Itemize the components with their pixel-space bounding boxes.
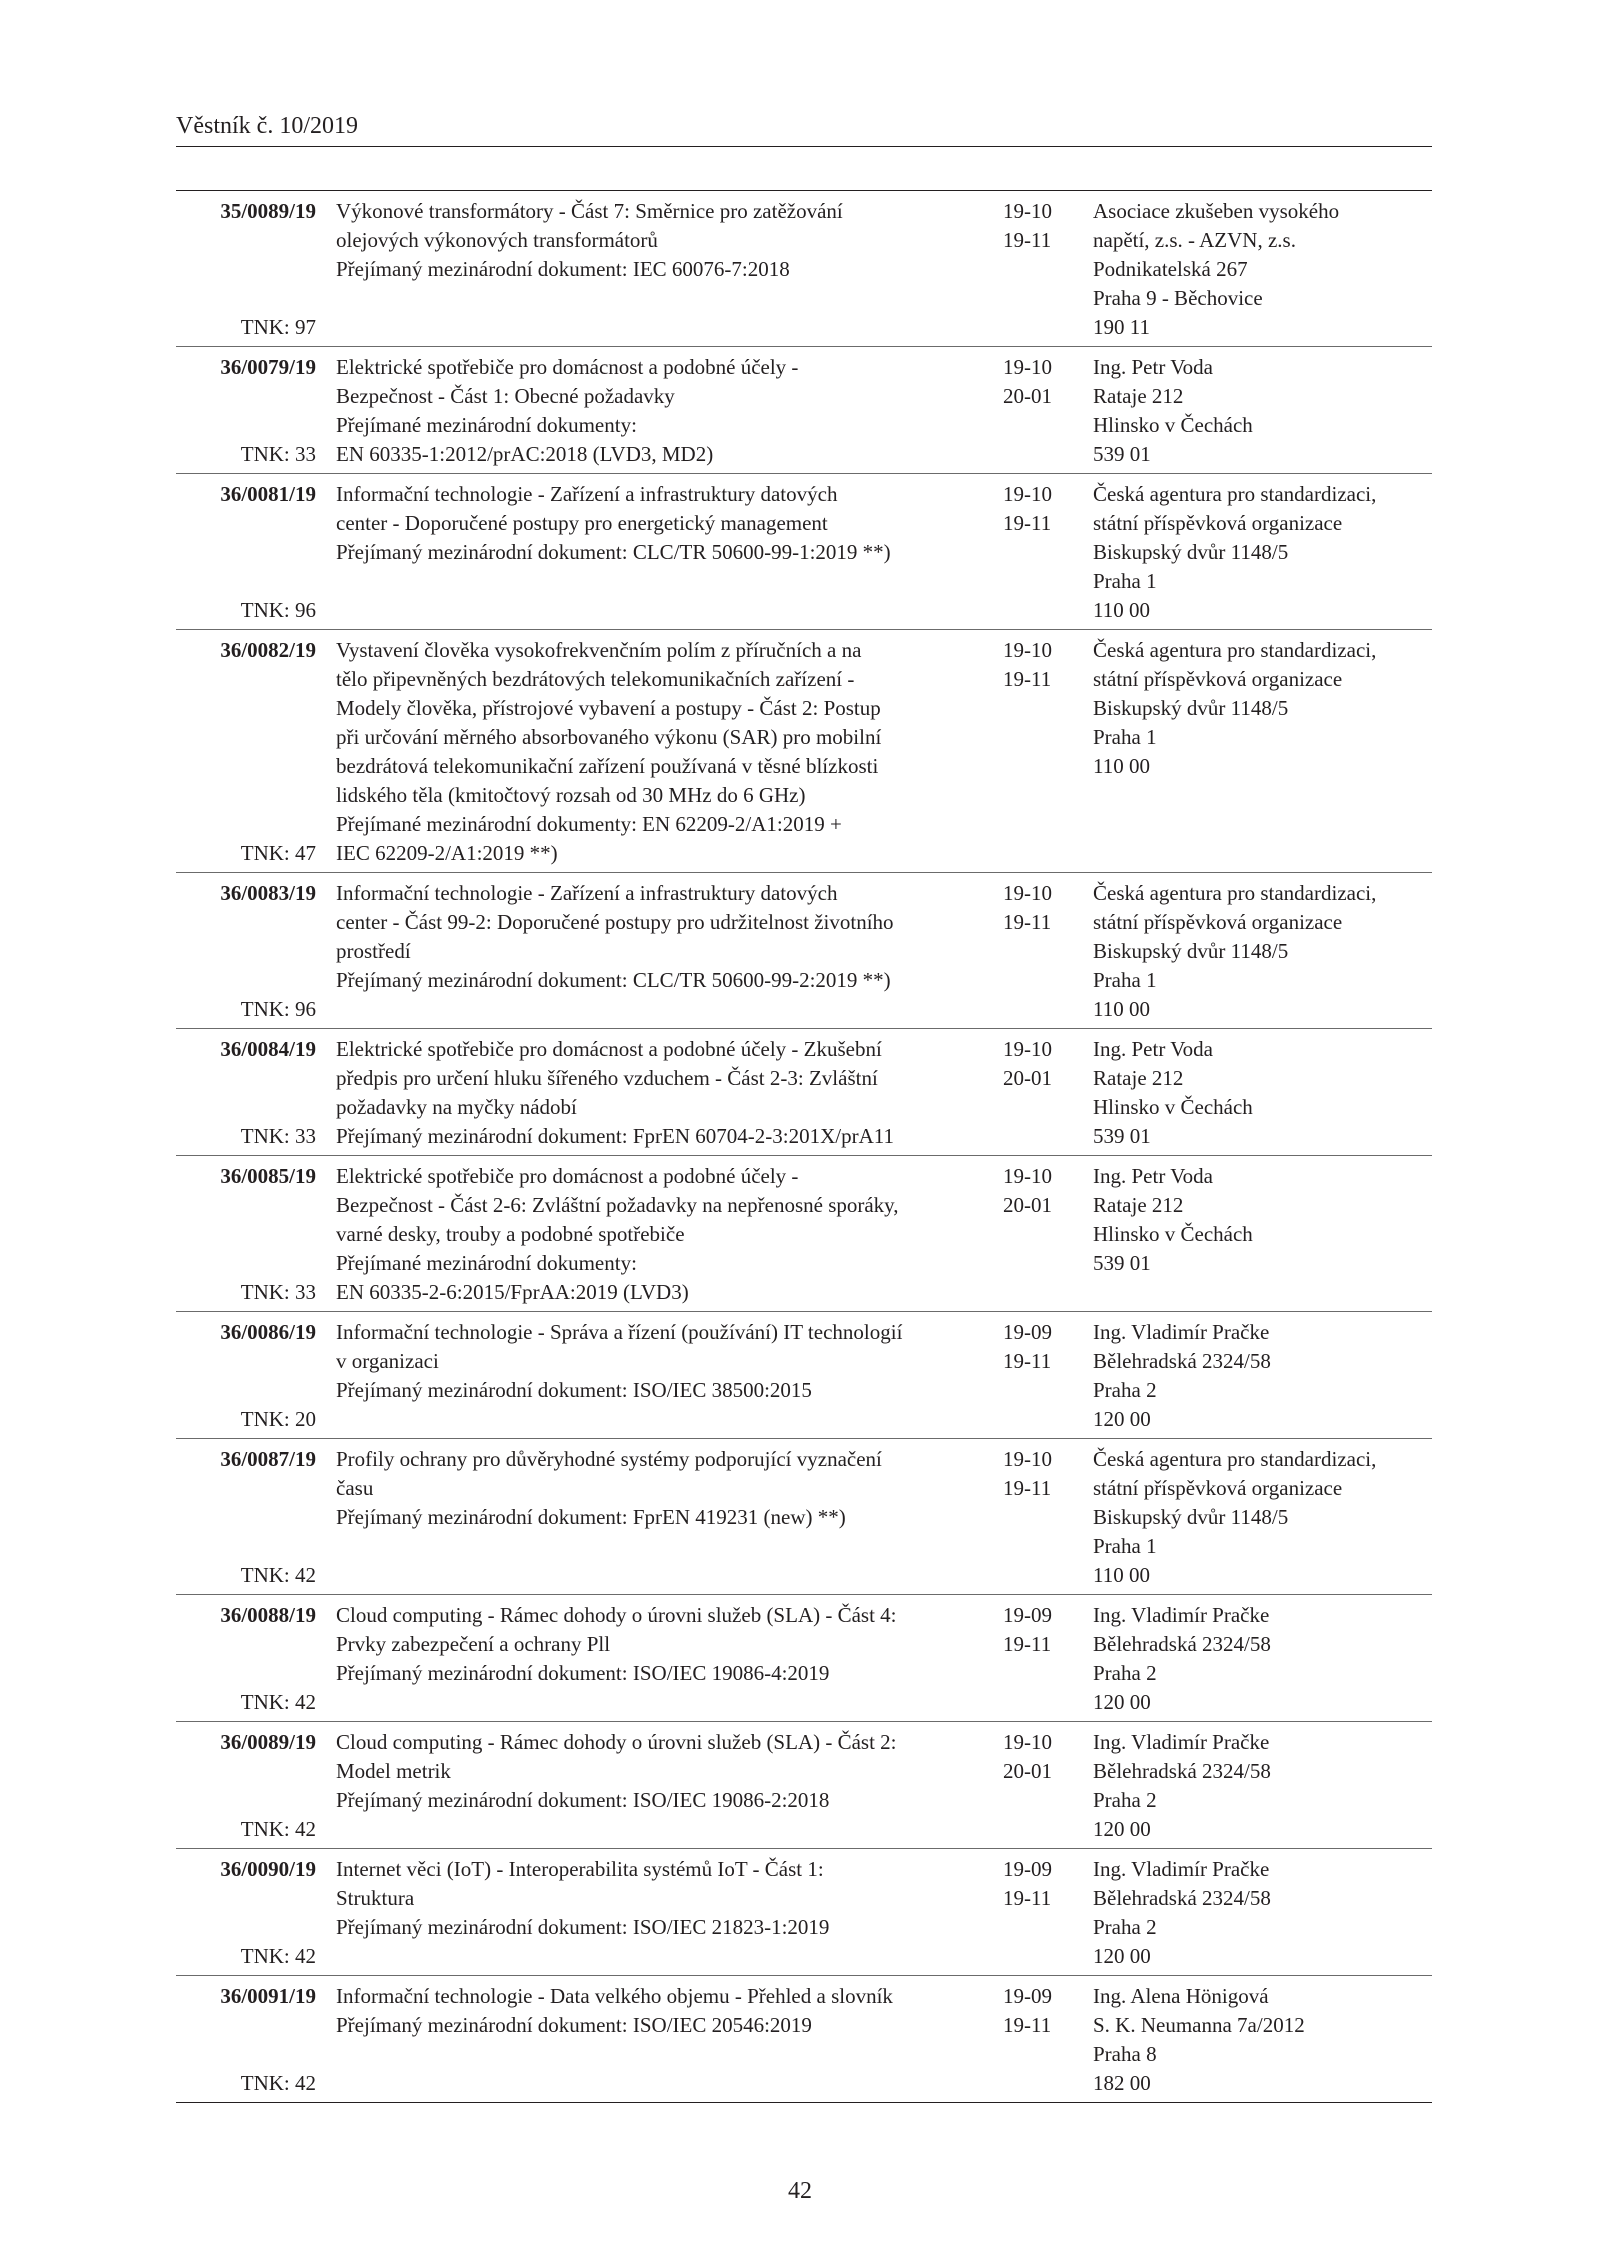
entry-date: 19-10 xyxy=(1003,482,1052,506)
entry-title-cell xyxy=(316,873,1003,1029)
entry-date: 19-11 xyxy=(1003,910,1052,934)
table-row xyxy=(176,1156,1432,1312)
entry-address-cell xyxy=(1093,191,1432,347)
entry-title-line: při určování měrného absorbovaného výkonu (SAR) pro mobilní xyxy=(336,725,882,749)
entry-date: 19-10 xyxy=(1003,1730,1052,1754)
entry-address-line: napětí, z.s. - AZVN, z.s. xyxy=(1093,228,1296,252)
entry-date: 20-01 xyxy=(1003,1193,1052,1217)
table-row xyxy=(176,1722,1432,1849)
entry-date: 19-10 xyxy=(1003,881,1052,905)
entry-tnk: TNK: 42 xyxy=(240,2071,316,2095)
entry-address-line: Ing. Vladimír Pračke xyxy=(1093,1320,1270,1344)
entry-address-line: Ing. Alena Hönigová xyxy=(1093,1984,1269,2008)
entry-date: 19-10 xyxy=(1003,1447,1052,1471)
entry-tnk: TNK: 42 xyxy=(240,1690,316,1714)
entry-title-line: Přejímané mezinárodní dokumenty: xyxy=(336,413,637,437)
entry-address-cell xyxy=(1093,1976,1432,2103)
entry-address-cell xyxy=(1093,1595,1432,1722)
entry-address-line: Ing. Petr Voda xyxy=(1093,1164,1213,1188)
entry-title-line: Přejímané mezinárodní dokumenty: xyxy=(336,1251,637,1275)
entry-id-cell xyxy=(176,1976,316,2103)
entry-tnk: TNK: 97 xyxy=(240,315,316,339)
entry-address-line: S. K. Neumanna 7a/2012 xyxy=(1093,2013,1305,2037)
entry-id-cell xyxy=(176,1029,316,1156)
entry-id-stack xyxy=(176,636,316,868)
table-row xyxy=(176,1849,1432,1976)
entry-address-cell xyxy=(1093,474,1432,630)
entry-number: 36/0085/19 xyxy=(220,1164,316,1188)
entry-id-stack xyxy=(176,1162,316,1307)
entry-date: 19-09 xyxy=(1003,1320,1052,1344)
entry-tnk: TNK: 33 xyxy=(240,1124,316,1148)
table-row xyxy=(176,630,1432,873)
entry-date: 19-11 xyxy=(1003,667,1052,691)
entry-dates-cell xyxy=(1003,1029,1093,1156)
entry-title-line: času xyxy=(336,1476,374,1500)
entry-address-line: Praha 8 xyxy=(1093,2042,1157,2066)
entry-title-line: center - Doporučené postupy pro energetický management xyxy=(336,511,828,535)
entry-date: 19-11 xyxy=(1003,1476,1052,1500)
entry-title-line: Vystavení člověka vysokofrekvenčním polím z příručních a na xyxy=(336,638,862,662)
entry-address-line: 110 00 xyxy=(1093,598,1150,622)
entry-address-line: Praha 2 xyxy=(1093,1661,1157,1685)
entry-title-line: Profily ochrany pro důvěryhodné systémy podporující vyznačení xyxy=(336,1447,882,1471)
table-row xyxy=(176,1029,1432,1156)
entry-dates-cell xyxy=(1003,1439,1093,1595)
entry-title-line: Informační technologie - Data velkého objemu - Přehled a slovník xyxy=(336,1984,893,2008)
page-header-title: Věstník č. 10/2019 xyxy=(176,113,358,139)
entry-address-line: státní příspěvková organizace xyxy=(1093,511,1343,535)
entry-address-line: Ing. Vladimír Pračke xyxy=(1093,1603,1270,1627)
entry-date: 20-01 xyxy=(1003,384,1052,408)
entry-address-line: 120 00 xyxy=(1093,1817,1151,1841)
table-row xyxy=(176,873,1432,1029)
entry-id-cell xyxy=(176,347,316,474)
standards-table-body xyxy=(176,191,1432,2103)
entry-title-line: Přejímaný mezinárodní dokument: IEC 60076-7:2018 xyxy=(336,257,790,281)
entry-address-line: Praha 1 xyxy=(1093,968,1157,992)
header-rule xyxy=(176,146,1432,147)
entry-address-cell xyxy=(1093,1312,1432,1439)
entry-date: 19-11 xyxy=(1003,1886,1052,1910)
entry-title-line: Elektrické spotřebiče pro domácnost a podobné účely - Zkušební xyxy=(336,1037,882,1061)
entry-title-line: Přejímaný mezinárodní dokument: ISO/IEC 21823-1:2019 xyxy=(336,1915,830,1939)
entry-date: 19-11 xyxy=(1003,1632,1052,1656)
entry-id-stack xyxy=(176,353,316,469)
entry-address-line: 120 00 xyxy=(1093,1690,1151,1714)
entry-title-cell xyxy=(316,1595,1003,1722)
entry-address-line: Rataje 212 xyxy=(1093,1193,1184,1217)
table-row xyxy=(176,347,1432,474)
entry-title-line: Přejímaný mezinárodní dokument: ISO/IEC 19086-4:2019 xyxy=(336,1661,830,1685)
entry-title-line: bezdrátová telekomunikační zařízení používaná v těsné blízkosti xyxy=(336,754,879,778)
entry-title-line: Bezpečnost - Část 2-6: Zvláštní požadavky na nepřenosné sporáky, xyxy=(336,1193,899,1217)
entry-title-line: Přejímaný mezinárodní dokument: FprEN 419231 (new) **) xyxy=(336,1505,846,1529)
entry-title-line: Elektrické spotřebiče pro domácnost a podobné účely - xyxy=(336,355,799,379)
entry-title-line: Bezpečnost - Část 1: Obecné požadavky xyxy=(336,384,675,408)
entry-number: 36/0082/19 xyxy=(220,638,316,662)
entry-title-line: Struktura xyxy=(336,1886,415,1910)
entry-address-line: Praha 1 xyxy=(1093,1534,1157,1558)
entry-dates-cell xyxy=(1003,873,1093,1029)
standards-table xyxy=(176,190,1432,2103)
entry-title-line: tělo připevněných bezdrátových telekomunikačních zařízení - xyxy=(336,667,855,691)
table-row xyxy=(176,1976,1432,2103)
entry-title-line: Informační technologie - Zařízení a infrastruktury datových xyxy=(336,482,838,506)
entry-dates-cell xyxy=(1003,1595,1093,1722)
entry-id-cell xyxy=(176,474,316,630)
entry-title-cell xyxy=(316,1156,1003,1312)
entry-title-cell xyxy=(316,1722,1003,1849)
entry-address-line: státní příspěvková organizace xyxy=(1093,667,1343,691)
entry-address-cell xyxy=(1093,630,1432,873)
entry-tnk: TNK: 33 xyxy=(240,442,316,466)
entry-id-cell xyxy=(176,1722,316,1849)
entry-address-line: 120 00 xyxy=(1093,1944,1151,1968)
entry-date: 19-09 xyxy=(1003,1984,1052,2008)
entry-title-line: center - Část 99-2: Doporučené postupy pro udržitelnost životního xyxy=(336,910,894,934)
entry-id-cell xyxy=(176,1439,316,1595)
entry-tnk: TNK: 33 xyxy=(240,1280,316,1304)
entry-title-line: Přejímaný mezinárodní dokument: ISO/IEC 20546:2019 xyxy=(336,2013,812,2037)
entry-address-line: 539 01 xyxy=(1093,442,1151,466)
entry-date: 19-11 xyxy=(1003,228,1052,252)
entry-title-line: Přejímaný mezinárodní dokument: CLC/TR 50600-99-2:2019 **) xyxy=(336,968,891,992)
entry-date: 19-11 xyxy=(1003,511,1052,535)
entry-title-line: Cloud computing - Rámec dohody o úrovni služeb (SLA) - Část 4: xyxy=(336,1603,897,1627)
entry-id-cell xyxy=(176,191,316,347)
entry-title-cell xyxy=(316,1976,1003,2103)
entry-date: 19-09 xyxy=(1003,1603,1052,1627)
entry-address-line: Hlinsko v Čechách xyxy=(1093,1222,1253,1246)
entry-title-cell xyxy=(316,191,1003,347)
entry-dates-cell xyxy=(1003,1849,1093,1976)
entry-title-line: Informační technologie - Zařízení a infrastruktury datových xyxy=(336,881,838,905)
entry-address-cell xyxy=(1093,1849,1432,1976)
entry-date: 19-10 xyxy=(1003,1037,1052,1061)
entry-title-line: varné desky, trouby a podobné spotřebiče xyxy=(336,1222,685,1246)
entry-id-stack xyxy=(176,1445,316,1590)
entry-id-stack xyxy=(176,480,316,625)
entry-date: 19-10 xyxy=(1003,1164,1052,1188)
entry-number: 36/0084/19 xyxy=(220,1037,316,1061)
entry-address-line: Praha 2 xyxy=(1093,1788,1157,1812)
entry-id-cell xyxy=(176,1312,316,1439)
entry-title-line: Prvky zabezpečení a ochrany Pll xyxy=(336,1632,611,1656)
entry-title-line: IEC 62209-2/A1:2019 **) xyxy=(336,841,558,865)
entry-date: 19-11 xyxy=(1003,1349,1052,1373)
entry-date: 20-01 xyxy=(1003,1066,1052,1090)
entry-address-line: Česká agentura pro standardizaci, xyxy=(1093,881,1377,905)
entry-id-cell xyxy=(176,630,316,873)
entry-address-line: Praha 9 - Běchovice xyxy=(1093,286,1263,310)
entry-address-line: 182 00 xyxy=(1093,2071,1151,2095)
entry-title-cell xyxy=(316,347,1003,474)
entry-title-cell xyxy=(316,1439,1003,1595)
entry-address-line: Bělehradská 2324/58 xyxy=(1093,1349,1271,1373)
entry-number: 36/0083/19 xyxy=(220,881,316,905)
entry-address-line: 110 00 xyxy=(1093,997,1150,1021)
table-row xyxy=(176,1439,1432,1595)
page-number: 42 xyxy=(788,2178,812,2204)
table-row xyxy=(176,1312,1432,1439)
entry-id-cell xyxy=(176,873,316,1029)
entry-title-line: požadavky na myčky nádobí xyxy=(336,1095,577,1119)
entry-number: 36/0090/19 xyxy=(220,1857,316,1881)
entry-title-line: prostředí xyxy=(336,939,411,963)
entry-date: 19-09 xyxy=(1003,1857,1052,1881)
entry-tnk: TNK: 96 xyxy=(240,598,316,622)
entry-address-cell xyxy=(1093,1029,1432,1156)
entry-id-stack xyxy=(176,879,316,1024)
entry-tnk: TNK: 42 xyxy=(240,1944,316,1968)
entry-address-line: 110 00 xyxy=(1093,1563,1150,1587)
entry-title-line: v organizaci xyxy=(336,1349,439,1373)
entry-address-line: Česká agentura pro standardizaci, xyxy=(1093,1447,1377,1471)
entry-title-line: Přejímaný mezinárodní dokument: FprEN 60704-2-3:201X/prA11 xyxy=(336,1124,894,1148)
entry-address-line: 190 11 xyxy=(1093,315,1150,339)
entry-address-cell xyxy=(1093,1439,1432,1595)
entry-address-line: Rataje 212 xyxy=(1093,1066,1184,1090)
entry-address-line: Asociace zkušeben vysokého xyxy=(1093,199,1340,223)
entry-address-line: 110 00 xyxy=(1093,754,1150,778)
entry-tnk: TNK: 20 xyxy=(240,1407,316,1431)
entry-address-line: Česká agentura pro standardizaci, xyxy=(1093,482,1377,506)
entry-dates-cell xyxy=(1003,1156,1093,1312)
entry-address-cell xyxy=(1093,1156,1432,1312)
entry-title-line: Internet věci (IoT) - Interoperabilita systémů IoT - Část 1: xyxy=(336,1857,824,1881)
entry-title-cell xyxy=(316,1849,1003,1976)
entry-address-line: Praha 1 xyxy=(1093,725,1157,749)
entry-tnk: TNK: 42 xyxy=(240,1817,316,1841)
entry-address-line: 539 01 xyxy=(1093,1124,1151,1148)
entry-id-cell xyxy=(176,1595,316,1722)
entry-number: 36/0086/19 xyxy=(220,1320,316,1344)
entry-date: 19-10 xyxy=(1003,638,1052,662)
entry-address-line: Biskupský dvůr 1148/5 xyxy=(1093,696,1289,720)
entry-tnk: TNK: 47 xyxy=(240,841,316,865)
entry-title-line: olejových výkonových transformátorů xyxy=(336,228,658,252)
entry-dates-cell xyxy=(1003,347,1093,474)
entry-dates-cell xyxy=(1003,1722,1093,1849)
entry-id-cell xyxy=(176,1849,316,1976)
entry-tnk: TNK: 42 xyxy=(240,1563,316,1587)
entry-title-line: Výkonové transformátory - Část 7: Směrnice pro zatěžování xyxy=(336,199,843,223)
entry-title-line: lidského těla (kmitočtový rozsah od 30 MHz do 6 GHz) xyxy=(336,783,806,807)
entry-address-line: Ing. Vladimír Pračke xyxy=(1093,1857,1270,1881)
entry-number: 36/0081/19 xyxy=(220,482,316,506)
entry-date: 20-01 xyxy=(1003,1759,1052,1783)
entry-address-line: státní příspěvková organizace xyxy=(1093,910,1343,934)
entry-id-stack xyxy=(176,1728,316,1844)
entry-address-cell xyxy=(1093,347,1432,474)
entry-title-line: Přejímaný mezinárodní dokument: CLC/TR 50600-99-1:2019 **) xyxy=(336,540,891,564)
entry-number: 36/0089/19 xyxy=(220,1730,316,1754)
entry-address-line: Praha 2 xyxy=(1093,1915,1157,1939)
entry-id-stack xyxy=(176,1982,316,2098)
entry-address-line: Bělehradská 2324/58 xyxy=(1093,1759,1271,1783)
entry-address-line: 120 00 xyxy=(1093,1407,1151,1431)
entry-dates-cell xyxy=(1003,1976,1093,2103)
entry-date: 19-10 xyxy=(1003,199,1052,223)
entry-address-line: Bělehradská 2324/58 xyxy=(1093,1632,1271,1656)
entry-address-cell xyxy=(1093,873,1432,1029)
entry-title-line: předpis pro určení hluku šířeného vzduchem - Část 2-3: Zvláštní xyxy=(336,1066,878,1090)
entry-title-cell xyxy=(316,1029,1003,1156)
entry-id-stack xyxy=(176,197,316,342)
entry-title-line: Přejímaný mezinárodní dokument: ISO/IEC 38500:2015 xyxy=(336,1378,812,1402)
table-row xyxy=(176,191,1432,347)
entry-date: 19-11 xyxy=(1003,2013,1052,2037)
entry-id-stack xyxy=(176,1601,316,1717)
entry-number: 35/0089/19 xyxy=(220,199,316,223)
entry-number: 36/0088/19 xyxy=(220,1603,316,1627)
entry-dates-cell xyxy=(1003,1312,1093,1439)
entry-title-line: Informační technologie - Správa a řízení (používání) IT technologií xyxy=(336,1320,903,1344)
entry-title-cell xyxy=(316,630,1003,873)
entry-address-line: Praha 1 xyxy=(1093,569,1157,593)
entry-address-line: státní příspěvková organizace xyxy=(1093,1476,1343,1500)
entry-title-cell xyxy=(316,474,1003,630)
entry-address-line: Biskupský dvůr 1148/5 xyxy=(1093,540,1289,564)
entry-dates-cell xyxy=(1003,474,1093,630)
entry-id-stack xyxy=(176,1035,316,1151)
entry-title-line: EN 60335-2-6:2015/FprAA:2019 (LVD3) xyxy=(336,1280,689,1304)
entry-title-line: Cloud computing - Rámec dohody o úrovni služeb (SLA) - Část 2: xyxy=(336,1730,897,1754)
entry-title-line: Elektrické spotřebiče pro domácnost a podobné účely - xyxy=(336,1164,799,1188)
entry-number: 36/0091/19 xyxy=(220,1984,316,2008)
entry-address-line: 539 01 xyxy=(1093,1251,1151,1275)
entry-id-stack xyxy=(176,1318,316,1434)
entry-title-line: Modely člověka, přístrojové vybavení a postupy - Část 2: Postup xyxy=(336,696,881,720)
entry-dates-cell xyxy=(1003,630,1093,873)
entry-address-line: Praha 2 xyxy=(1093,1378,1157,1402)
entry-address-line: Hlinsko v Čechách xyxy=(1093,1095,1253,1119)
entry-address-line: Hlinsko v Čechách xyxy=(1093,413,1253,437)
entry-title-line: Přejímané mezinárodní dokumenty: EN 62209-2/A1:2019 + xyxy=(336,812,842,836)
table-row xyxy=(176,474,1432,630)
entry-id-cell xyxy=(176,1156,316,1312)
entry-title-line: EN 60335-1:2012/prAC:2018 (LVD3, MD2) xyxy=(336,442,714,466)
entry-address-line: Česká agentura pro standardizaci, xyxy=(1093,638,1377,662)
entry-tnk: TNK: 96 xyxy=(240,997,316,1021)
table-row xyxy=(176,1595,1432,1722)
entry-address-line: Ing. Vladimír Pračke xyxy=(1093,1730,1270,1754)
entry-dates-cell xyxy=(1003,191,1093,347)
entry-address-line: Podnikatelská 267 xyxy=(1093,257,1248,281)
entry-address-line: Rataje 212 xyxy=(1093,384,1184,408)
entry-number: 36/0079/19 xyxy=(220,355,316,379)
entry-address-line: Bělehradská 2324/58 xyxy=(1093,1886,1271,1910)
entry-title-line: Model metrik xyxy=(336,1759,451,1783)
entry-address-line: Ing. Petr Voda xyxy=(1093,355,1213,379)
entry-date: 19-10 xyxy=(1003,355,1052,379)
entry-title-line: Přejímaný mezinárodní dokument: ISO/IEC 19086-2:2018 xyxy=(336,1788,830,1812)
entry-address-cell xyxy=(1093,1722,1432,1849)
entry-address-line: Biskupský dvůr 1148/5 xyxy=(1093,1505,1289,1529)
entry-address-line: Ing. Petr Voda xyxy=(1093,1037,1213,1061)
entry-title-cell xyxy=(316,1312,1003,1439)
entry-number: 36/0087/19 xyxy=(220,1447,316,1471)
entry-id-stack xyxy=(176,1855,316,1971)
entry-address-line: Biskupský dvůr 1148/5 xyxy=(1093,939,1289,963)
